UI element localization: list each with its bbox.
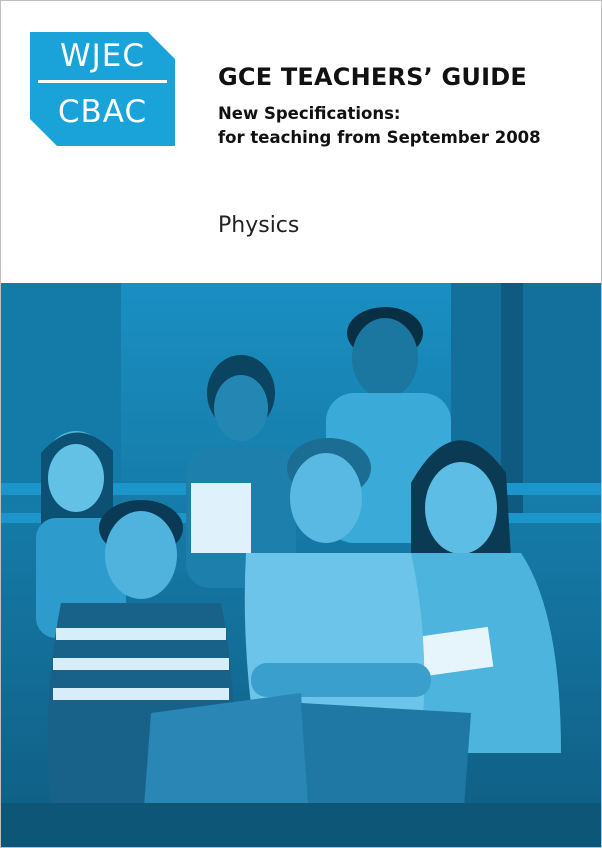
guide-title: GCE TEACHERS’ GUIDE [218,63,527,91]
wjec-cbac-logo [30,32,175,146]
guide-subtitle-line2: for teaching from September 2008 [218,128,541,147]
guide-subtitle-line1: New Specifications: [218,104,401,123]
students-photo-illustration [1,283,601,847]
logo-text-cbac: CBAC [57,94,148,130]
logo-text-wjec: WJEC [59,38,146,74]
students-group-photo [1,283,601,847]
subject-name: Physics [218,213,300,238]
